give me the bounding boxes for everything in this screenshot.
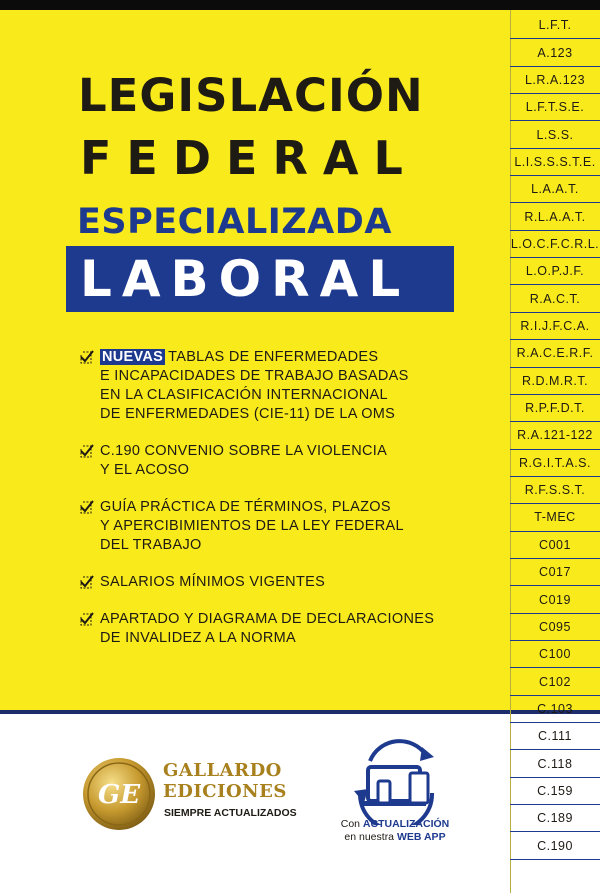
index-tab[interactable]: R.P.F.D.T.	[510, 395, 600, 422]
index-tab[interactable]: R.F.S.S.T.	[510, 477, 600, 504]
publisher-slogan: SIEMPRE ACTUALIZADOS	[164, 807, 297, 819]
index-tab[interactable]: L.R.A.123	[510, 67, 600, 94]
book-cover	[0, 10, 600, 893]
index-tab[interactable]: R.I.J.F.C.A.	[510, 313, 600, 340]
feature-text: SALARIOS MÍNIMOS VIGENTES	[100, 574, 326, 590]
index-tab[interactable]: C095	[510, 614, 600, 641]
publisher-name-1: GALLARDO	[163, 760, 282, 781]
webapp-caption-1: Con ACTUALIZACIÓN	[340, 818, 450, 830]
title-legislacion: LEGISLACIÓN	[78, 69, 424, 122]
index-tabs	[510, 10, 600, 893]
webapp-caption-2: en nuestra WEB APP	[344, 831, 446, 843]
feature-text: APARTADO Y DIAGRAMA DE DECLARACIONES DE INVALIDEZ A LA NORMA	[100, 611, 435, 646]
title-especializada: ESPECIALIZADA	[77, 202, 392, 242]
index-tab[interactable]: R.D.M.R.T.	[510, 368, 600, 395]
index-tab[interactable]: R.A.121-122	[510, 422, 600, 449]
index-tab[interactable]: C019	[510, 586, 600, 613]
feature-text: C.190 CONVENIO SOBRE LA VIOLENCIA Y EL ACOSO	[100, 443, 388, 478]
index-tab[interactable]: C001	[510, 532, 600, 559]
feature-item	[78, 442, 438, 480]
check-icon	[78, 573, 96, 591]
index-tab[interactable]: C017	[510, 559, 600, 586]
index-tab[interactable]: L.O.C.F.C.R.L.	[510, 231, 600, 258]
check-icon	[78, 442, 96, 460]
index-tab[interactable]: C102	[510, 668, 600, 695]
index-tab[interactable]: L.F.T.	[510, 12, 600, 39]
index-tab[interactable]: L.A.A.T.	[510, 176, 600, 203]
index-tab[interactable]: R.A.C.T.	[510, 286, 600, 313]
devices-sync-icon	[340, 733, 450, 825]
index-tab[interactable]: C.103	[510, 696, 600, 723]
index-tab[interactable]: L.F.T.S.E.	[510, 94, 600, 121]
index-tab[interactable]: C.118	[510, 750, 600, 777]
feature-item	[78, 348, 438, 424]
index-tab[interactable]: R.G.I.T.A.S.	[510, 450, 600, 477]
feature-item	[78, 573, 438, 592]
check-icon	[78, 348, 96, 366]
index-tab[interactable]: L.O.P.J.F.	[510, 258, 600, 285]
title-laboral: LABORAL	[80, 250, 411, 308]
index-tab[interactable]: C100	[510, 641, 600, 668]
index-tab[interactable]: R.L.A.A.T.	[510, 203, 600, 230]
publisher-name-2: EDICIONES	[163, 781, 287, 802]
new-badge: NUEVAS	[102, 349, 164, 365]
feature-list	[78, 348, 438, 666]
publisher-seal-logo	[80, 755, 158, 833]
check-icon	[78, 610, 96, 628]
svg-text:GE: GE	[97, 780, 141, 810]
feature-text: NUEVAS TABLAS DE ENFERMEDADES E INCAPACIDADES DE TRABAJO BASADAS EN LA CLASIFICACIÓN INTERNACIONAL DE ENFERMEDADES (CIE-11) DE LA OMS	[100, 349, 409, 422]
index-tab[interactable]: R.A.C.E.R.F.	[510, 340, 600, 367]
index-tab[interactable]: C.159	[510, 778, 600, 805]
check-icon	[78, 498, 96, 516]
index-tab[interactable]: C.189	[510, 805, 600, 832]
index-tab[interactable]: T-MEC	[510, 504, 600, 531]
index-tab[interactable]: C.190	[510, 833, 600, 860]
feature-item	[78, 498, 438, 555]
index-tab[interactable]: L.I.S.S.S.T.E.	[510, 149, 600, 176]
feature-item	[78, 610, 438, 648]
title-laboral-box	[66, 246, 454, 312]
feature-text: GUÍA PRÁCTICA DE TÉRMINOS, PLAZOS Y APERCIBIMIENTOS DE LA LEY FEDERAL DEL TRABAJO	[100, 499, 404, 553]
index-tab[interactable]: L.S.S.	[510, 121, 600, 148]
title-federal: FEDERAL	[80, 131, 418, 185]
index-tab[interactable]: A.123	[510, 39, 600, 66]
index-tab[interactable]: C.111	[510, 723, 600, 750]
